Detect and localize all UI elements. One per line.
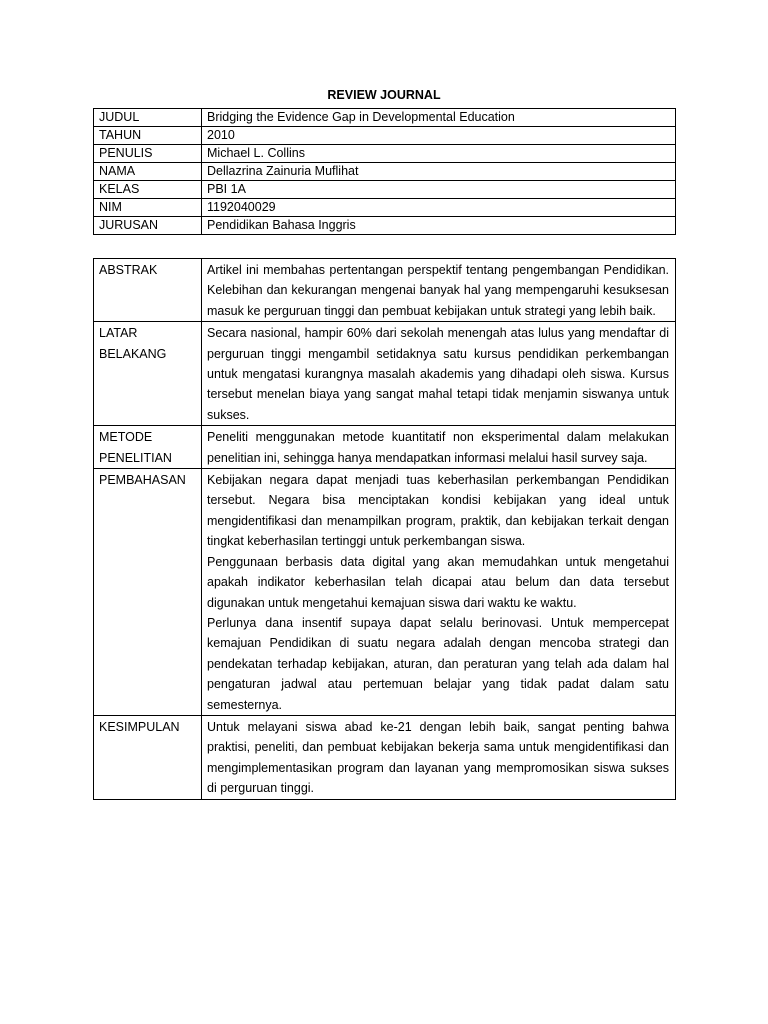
info-table <box>93 108 676 235</box>
info-label: JUDUL <box>94 109 202 127</box>
info-value: 1192040029 <box>202 199 676 217</box>
section-content-abstrak <box>202 259 676 322</box>
info-value: Dellazrina Zainuria Muflihat <box>202 163 676 181</box>
table-row <box>94 127 676 145</box>
table-row <box>94 259 676 322</box>
paragraph: Artikel ini membahas pertentangan perspektif tentang pengembangan Pendidikan. Kelebihan dan kekurangan mengenai banyak hal yang mempengaruhi kesuksesan masuk ke perguruan tinggi dan pembuat kebijakan untuk strategi yang lebih baik. <box>207 263 669 318</box>
section-label-latar-belakang: LATAR BELAKANG <box>94 322 202 426</box>
paragraph: Penggunaan berbasis data digital yang akan memudahkan untuk mengetahui apakah indikator keberhasilan telah dicapai atau belum dan data tersebut digunakan untuk mengetahui kemajuan siswa dari waktu ke waktu. <box>207 554 669 610</box>
paragraph: Peneliti menggunakan metode kuantitatif non eksperimental dalam melakukan penelitian ini, sehingga hanya mendapatkan informasi melalui hasil survey saja. <box>207 430 669 465</box>
info-value: 2010 <box>202 127 676 145</box>
paragraph: Perlunya dana insentif supaya dapat selalu berinovasi. Untuk mempercepat kemajuan Pendidikan di suatu negara adalah dengan mencoba strategi dan pendekatan terhadap kebijakan, aturan, dan peraturan yang telah ada dalam hal pengaturan jadwal atau pertemuan belajar yang tidak padat dalam satu semesternya. <box>207 615 669 712</box>
info-value: Michael L. Collins <box>202 145 676 163</box>
section-content-pembahasan <box>202 469 676 716</box>
paragraph: Secara nasional, hampir 60% dari sekolah menengah atas lulus yang mendaftar di perguruan tinggi mengambil setidaknya satu kursus pendidikan perkembangan untuk mengatasi kurangnya masalah akademis yang dihadapi oleh siswa. Kursus tersebut menelan biaya yang sangat mahal tetapi tidak menjamin siswanya untuk sukses. <box>207 326 669 422</box>
table-row <box>94 109 676 127</box>
section-label-pembahasan: PEMBAHASAN <box>94 469 202 716</box>
info-label: TAHUN <box>94 127 202 145</box>
table-row <box>94 322 676 426</box>
info-label: NIM <box>94 199 202 217</box>
review-table <box>93 258 676 800</box>
table-row <box>94 163 676 181</box>
paragraph: Kebijakan negara dapat menjadi tuas keberhasilan perkembangan Pendidikan tersebut. Negara bisa menciptakan kondisi kebijakan yang ideal untuk mengidentifikasi dan menampilkan program, praktik, dan kebijakan terkait dengan tingkat keberhasilan tertinggi untuk perkembangan siswa. <box>207 473 669 549</box>
section-label-abstrak: ABSTRAK <box>94 259 202 322</box>
table-row <box>94 145 676 163</box>
info-label: NAMA <box>94 163 202 181</box>
info-label: PENULIS <box>94 145 202 163</box>
section-label-kesimpulan: KESIMPULAN <box>94 715 202 799</box>
section-label-metode-penelitian: METODE PENELITIAN <box>94 426 202 469</box>
info-value: PBI 1A <box>202 181 676 199</box>
table-row <box>94 217 676 235</box>
table-row <box>94 199 676 217</box>
section-content-kesimpulan <box>202 715 676 799</box>
info-value: Bridging the Evidence Gap in Developmental Education <box>202 109 676 127</box>
paragraph: Untuk melayani siswa abad ke-21 dengan lebih baik, sangat penting bahwa praktisi, peneliti, dan pembuat kebijakan bekerja sama untuk mengidentifikasi dan mengimplementasikan program dan layanan yang mempromosikan siswa sukses di perguruan tinggi. <box>207 719 669 796</box>
page-title: REVIEW JOURNAL <box>327 88 441 102</box>
table-row <box>94 715 676 799</box>
info-label: KELAS <box>94 181 202 199</box>
section-content-latar-belakang <box>202 322 676 426</box>
table-row <box>94 426 676 469</box>
section-content-metode-penelitian <box>202 426 676 469</box>
info-label: JURUSAN <box>94 217 202 235</box>
table-row <box>94 181 676 199</box>
table-row <box>94 469 676 716</box>
info-value: Pendidikan Bahasa Inggris <box>202 217 676 235</box>
